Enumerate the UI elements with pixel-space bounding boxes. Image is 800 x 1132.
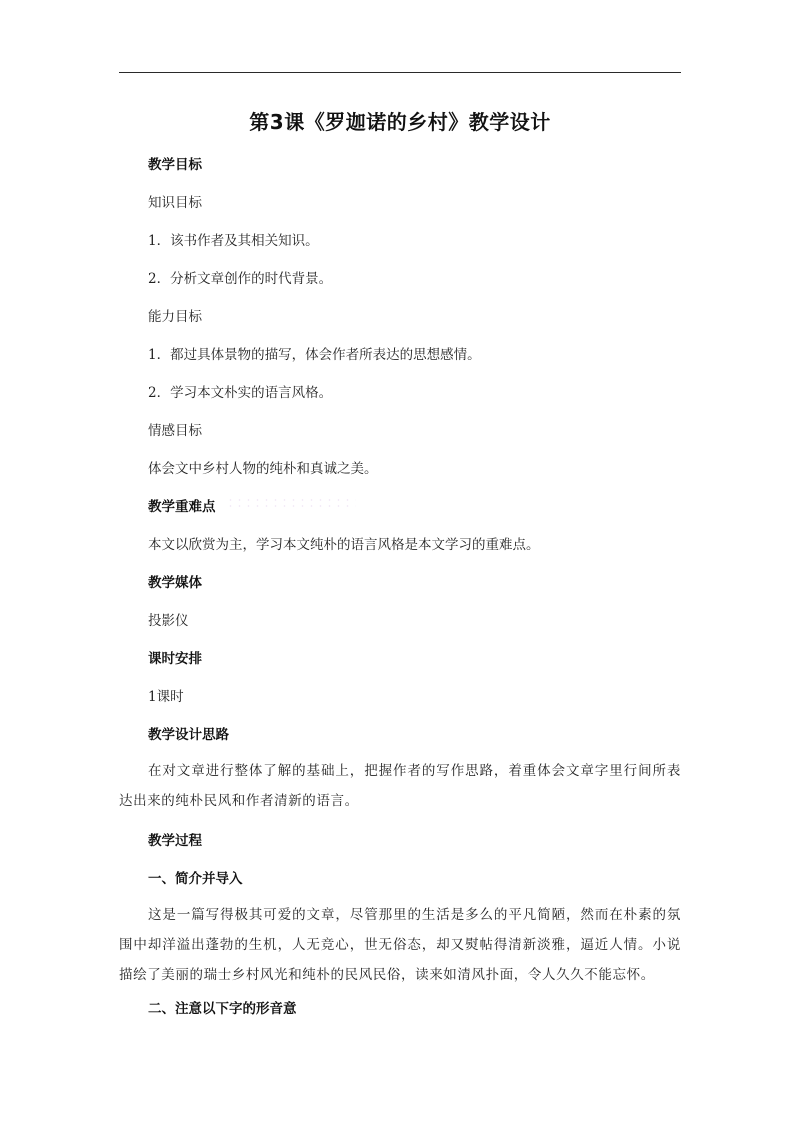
heading-process: 教学过程 bbox=[148, 833, 202, 849]
scan-noise bbox=[226, 497, 356, 507]
heading-media: 教学媒体 bbox=[148, 575, 202, 591]
heading-key-points: 教学重难点 bbox=[148, 499, 216, 515]
knowledge-item-2: 2．分析文章创作的时代背景。 bbox=[148, 271, 333, 287]
media-text: 投影仪 bbox=[148, 613, 189, 629]
heading-schedule: 课时安排 bbox=[148, 651, 202, 667]
heading-step-1: 一、简介并导入 bbox=[148, 871, 243, 887]
ability-item-2: 2．学习本文朴实的语言风格。 bbox=[148, 385, 333, 401]
schedule-text: 1课时 bbox=[148, 689, 184, 705]
ability-item-1: 1．都过具体景物的描写，体会作者所表达的思想感情。 bbox=[148, 347, 481, 363]
knowledge-item-1: 1．该书作者及其相关知识。 bbox=[148, 233, 319, 249]
design-approach-text: 在对文章进行整体了解的基础上，把握作者的写作思路，着重体会文章字里行间所表达出来的纯朴民风和作者清新的语言。 bbox=[119, 763, 681, 809]
heading-step-2: 二、注意以下字的形音意 bbox=[148, 1001, 297, 1017]
subheading-emotion: 情感目标 bbox=[148, 423, 202, 439]
header-rule bbox=[119, 72, 681, 73]
subheading-ability: 能力目标 bbox=[148, 309, 202, 325]
subheading-knowledge: 知识目标 bbox=[148, 195, 202, 211]
heading-design-approach: 教学设计思路 bbox=[148, 727, 229, 743]
heading-objectives: 教学目标 bbox=[148, 157, 202, 173]
step-1-text: 这是一篇写得极其可爱的文章，尽管那里的生活是多么的平凡简陋，然而在朴素的氛围中却洋溢出蓬勃的生机，人无竞心，世无俗态，却又熨帖得清新淡雅，逼近人情。小说描绘了美丽的瑞士乡村风光和纯朴的民风民俗，读来如清风扑面，令人久久不能忘怀。 bbox=[119, 907, 681, 983]
page-title: 第3课《罗迦诺的乡村》教学设计 bbox=[249, 110, 551, 134]
key-points-text: 本文以欣赏为主，学习本文纯朴的语言风格是本文学习的重难点。 bbox=[148, 537, 540, 553]
emotion-text: 体会文中乡村人物的纯朴和真诚之美。 bbox=[148, 461, 378, 477]
